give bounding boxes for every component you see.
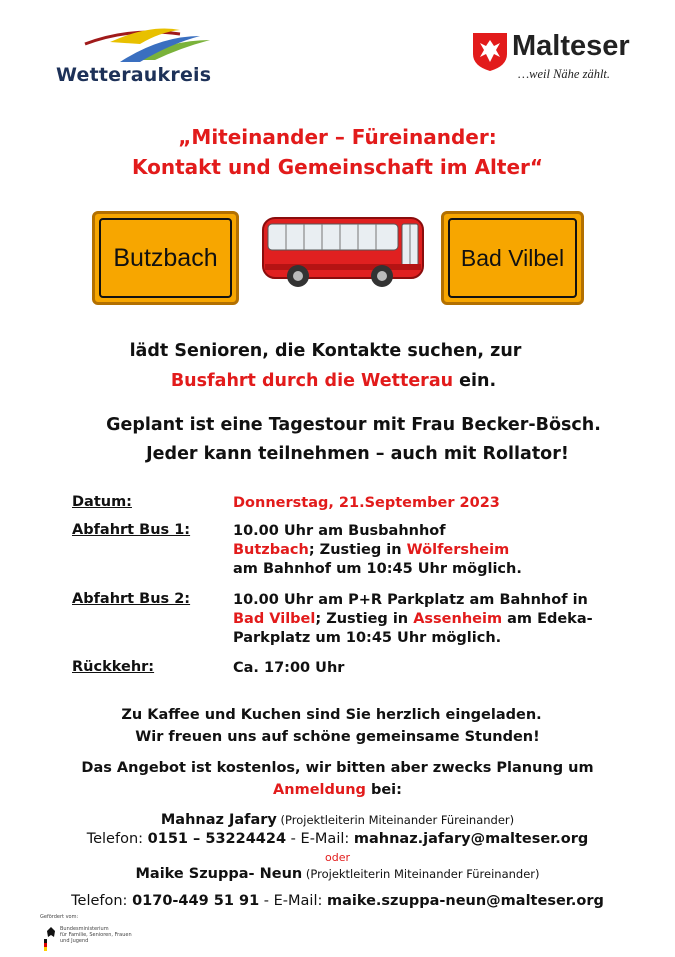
contact-1-role: (Projektleiterin Miteinander Füreinander)	[276, 813, 515, 827]
bus2-value	[233, 591, 593, 648]
return-label: Rückkehr:	[72, 659, 155, 675]
bus2-line-3: Parkplatz um 10:45 Uhr möglich.	[233, 630, 502, 646]
datum-value: Donnerstag, 21.September 2023	[233, 495, 500, 511]
bus2-stop: Assenheim	[413, 611, 503, 627]
contact-1-tel-label: Telefon:	[86, 831, 148, 847]
contact-2-tel-label: Telefon:	[71, 893, 133, 909]
bus1-label: Abfahrt Bus 1:	[72, 522, 191, 538]
contact-1-details	[0, 831, 675, 847]
bus2-label: Abfahrt Bus 2:	[72, 591, 191, 607]
contact-2-name-row	[0, 866, 675, 882]
federal-eagle-icon	[44, 925, 58, 953]
bus1-line-1: 10.00 Uhr am Busbahnhof	[233, 523, 446, 539]
funded-by-label: Gefördert vom:	[40, 914, 79, 920]
ministry-line-3: und Jugend	[60, 938, 89, 944]
contact-1-mail-label: - E-Mail:	[286, 831, 354, 847]
bus2-end-text: am Edeka-	[502, 611, 593, 627]
contact-2-details	[0, 893, 675, 909]
bus2-mid-text: ; Zustieg in	[315, 611, 414, 627]
plan-line-2: Jeder kann teilnehmen – auch mit Rollator!	[146, 444, 569, 464]
bus1-line-3: am Bahnhof um 10:45 Uhr möglich.	[233, 561, 522, 577]
town-sign-right	[441, 211, 584, 305]
contact-2-role: (Projektleiterin Miteinander Füreinander)	[302, 867, 540, 881]
or-separator: oder	[324, 851, 350, 864]
plan-line-1: Geplant ist eine Tagestour mit Frau Becker-Bösch.	[106, 415, 601, 435]
invite-line-1: lädt Senioren, die Kontakte suchen, zur	[129, 341, 522, 361]
closing-line-2: Wir freuen uns auf schöne gemeinsame Stunden!	[135, 729, 540, 745]
invite-suffix: ein.	[453, 371, 497, 391]
bus-icon	[260, 214, 426, 290]
wetteraukreis-swoosh-icon	[80, 22, 230, 64]
contact-2-mail-label: - E-Mail:	[259, 893, 327, 909]
title-line-2: Kontakt und Gemeinschaft im Alter“	[131, 155, 544, 179]
malteser-name: Malteser	[512, 30, 630, 62]
ministry-line-1: Bundesministerium	[60, 926, 109, 932]
bus1-value	[233, 522, 522, 579]
registration-suffix: bei:	[365, 782, 402, 798]
bus1-mid-text: ; Zustieg in	[308, 542, 407, 558]
contact-2-email[interactable]: maike.szuppa-neun@malteser.org	[326, 893, 604, 909]
bus1-line-2	[233, 541, 522, 560]
title-line-1: „Miteinander – Füreinander:	[178, 125, 497, 149]
ministry-line-2: für Familie, Senioren, Frauen	[60, 932, 132, 938]
contact-1-name: Mahnaz Jafary	[160, 812, 277, 828]
contact-2-phone[interactable]: 0170-449 51 91	[132, 893, 260, 909]
bus1-stop: Wölfersheim	[406, 542, 510, 558]
contact-1-email[interactable]: mahnaz.jafary@malteser.org	[353, 831, 589, 847]
town-sign-right-label: Bad Vilbel	[448, 218, 577, 298]
datum-label: Datum:	[72, 494, 132, 510]
return-value: Ca. 17:00 Uhr	[233, 660, 345, 676]
bus2-line-1: 10.00 Uhr am P+R Parkplatz am Bahnhof in	[233, 592, 588, 608]
bus2-line-2	[233, 610, 593, 629]
town-sign-left-label: Butzbach	[99, 218, 232, 298]
bus2-town: Bad Vilbel	[233, 611, 316, 627]
page-title	[0, 122, 675, 182]
ministry-name	[60, 926, 132, 944]
invite-line-2	[0, 371, 671, 391]
contact-1-name-row	[0, 812, 675, 828]
malteser-slogan: …weil Nähe zählt.	[518, 67, 611, 81]
invite-highlight: Busfahrt durch die Wetterau	[170, 371, 454, 391]
closing-line-3: Das Angebot ist kostenlos, wir bitten aber zwecks Planung um	[81, 760, 594, 776]
malteser-cross-icon	[472, 32, 508, 72]
bus1-town: Butzbach	[233, 542, 309, 558]
contact-1-phone[interactable]: 0151 – 53224424	[147, 831, 287, 847]
contact-2-name: Maike Szuppa- Neun	[135, 866, 303, 882]
closing-line-4	[0, 782, 675, 798]
town-sign-left	[92, 211, 239, 305]
closing-line-1: Zu Kaffee und Kuchen sind Sie herzlich eingeladen.	[121, 707, 542, 723]
wetteraukreis-label: Wetteraukreis	[56, 64, 212, 86]
registration-highlight: Anmeldung	[273, 782, 366, 798]
